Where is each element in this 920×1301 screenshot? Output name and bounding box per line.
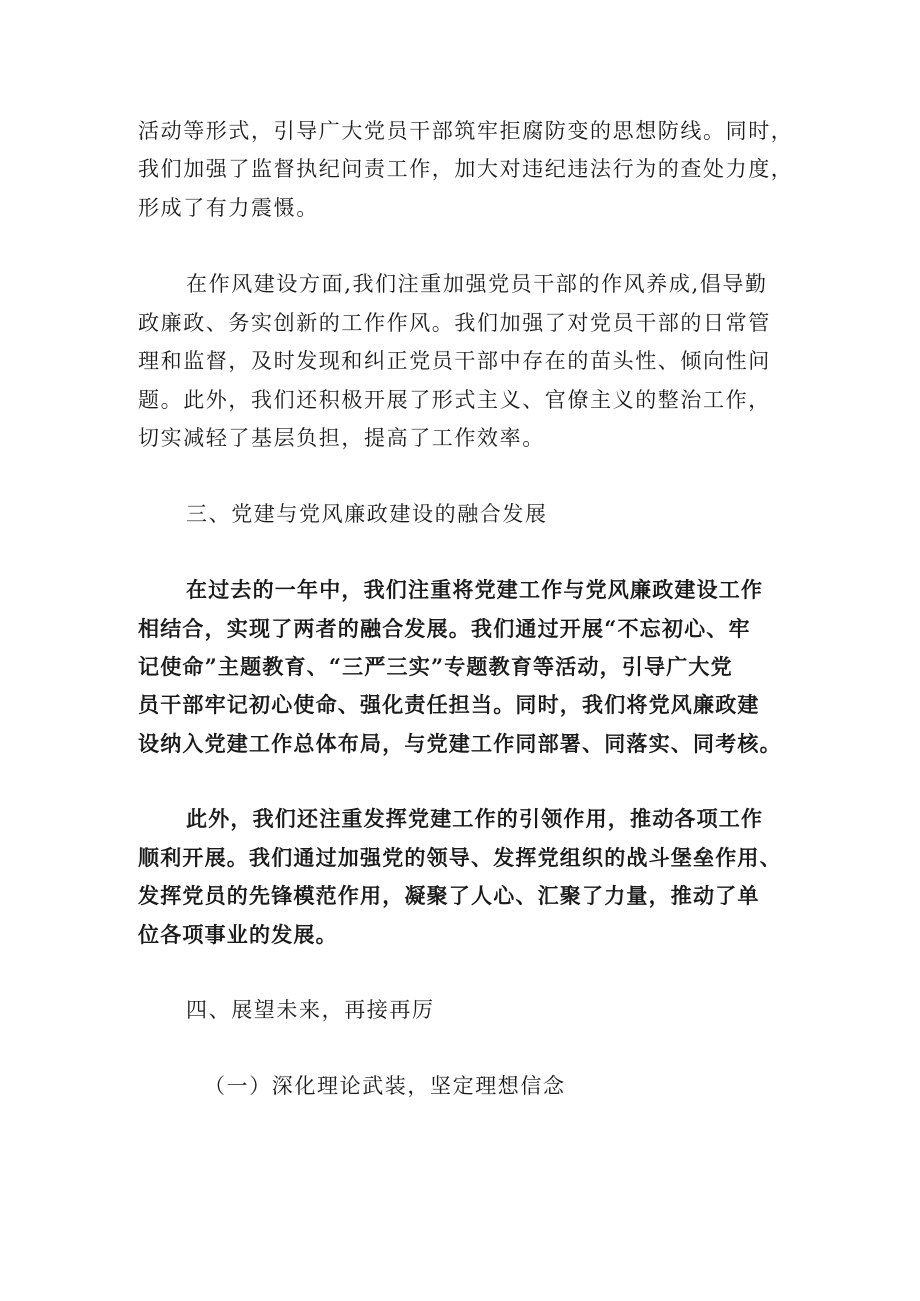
section-heading-4: 四、展望未来，再接再厉	[186, 998, 435, 1022]
paragraph-3-line-5: 设纳入党建工作总体布局，与党建工作同部署、同落实、同考核。	[138, 731, 782, 756]
paragraph-3-line-4: 员干部牢记初心使命、强化责任担当。同时，我们将党风廉政建	[138, 692, 760, 717]
paragraph-2-line-5: 切实减轻了基层负担，提高了工作效率。	[138, 426, 545, 450]
paragraph-1-line-2: 我们加强了监督执纪问责工作，加大对违纪违法行为的查处力度，	[138, 157, 794, 181]
paragraph-2-line-1: 在作风建设方面,我们注重加强党员干部的作风养成,倡导勤	[186, 272, 768, 296]
paragraph-1-line-3: 形成了有力震慑。	[138, 196, 319, 220]
paragraph-3-line-3: 记使命”主题教育、“三严三实”专题教育等活动，引导广大党	[138, 654, 733, 679]
paragraph-2-line-2: 政廉政、务实创新的工作作风。我们加强了对党员干部的日常管	[138, 311, 771, 335]
paragraph-3-line-1: 在过去的一年中，我们注重将党建工作与党风廉政建设工作	[186, 577, 764, 602]
paragraph-1-line-1: 活动等形式，引导广大党员干部筑牢拒腐防变的思想防线。同时，	[138, 119, 794, 143]
paragraph-4-line-2: 顺利开展。我们通过加强党的领导、发挥党组织的战斗堡垒作用、	[138, 845, 782, 870]
paragraph-4-line-4: 位各项事业的发展。	[138, 922, 338, 947]
paragraph-2-line-4: 题。此外，我们还积极开展了形式主义、官僚主义的整治工作，	[138, 388, 771, 412]
paragraph-4-line-3: 发挥党员的先锋模范作用，凝聚了人心、汇聚了力量，推动了单	[138, 883, 760, 908]
paragraph-2-line-3: 理和监督，及时发现和纠正党员干部中存在的苗头性、倾向性问	[138, 349, 771, 373]
section-heading-3: 三、党建与党风廉政建设的融合发展	[186, 502, 548, 526]
paragraph-3-line-2: 相结合，实现了两者的融合发展。我们通过开展“不忘初心、牢	[138, 616, 751, 641]
subsection-heading-1: （一）深化理论武装，坚定理想信念	[204, 1074, 566, 1098]
paragraph-4-line-1: 此外，我们还注重发挥党建工作的引领作用，推动各项工作	[186, 806, 764, 831]
